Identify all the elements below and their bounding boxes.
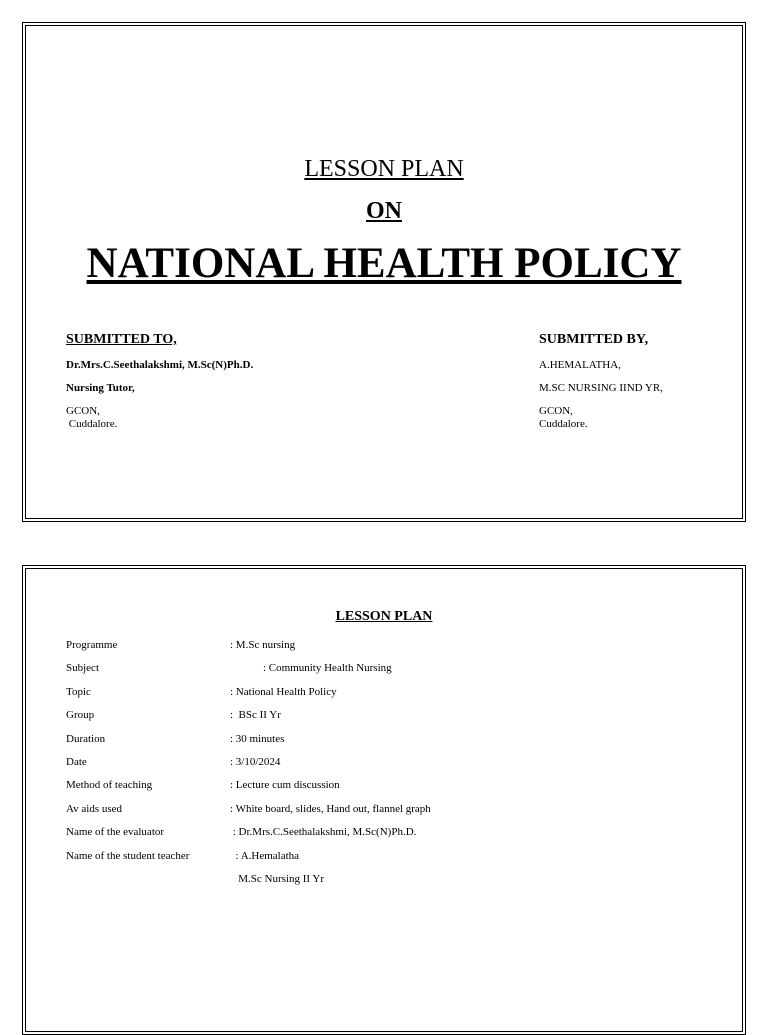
submitted-by-name: A.HEMALATHA, — [539, 359, 621, 371]
cover-page — [22, 22, 746, 522]
detail-label: Topic — [66, 685, 91, 698]
submitted-to-place: Cuddalore. — [66, 418, 118, 430]
submitted-by-block — [539, 332, 739, 431]
submitted-to-org: GCON, — [66, 405, 100, 417]
detail-label: Subject — [66, 662, 99, 675]
cover-title: LESSON PLAN — [304, 156, 464, 182]
detail-label: Name of the student teacher — [66, 849, 190, 862]
topic-title: NATIONAL HEALTH POLICY — [86, 240, 682, 287]
detail-label: Duration — [66, 732, 106, 745]
submitted-to-role: Nursing Tutor, — [66, 382, 135, 394]
detail-label: Av aids used — [66, 802, 123, 815]
submitted-by-place: Cuddalore. — [539, 418, 588, 430]
lesson-plan-title: LESSON PLAN — [335, 609, 433, 624]
detail-value: : M.Sc nursing — [230, 639, 296, 651]
detail-label: Group — [66, 709, 95, 722]
submitted-by-course: M.SC NURSING IIND YR, — [539, 382, 663, 394]
lesson-plan-page — [22, 565, 746, 1035]
detail-value: : 30 minutes — [230, 732, 285, 745]
detail-value: : BSc II Yr — [230, 709, 281, 722]
detail-value: : Lecture cum discussion — [230, 779, 340, 792]
submitted-to-block — [66, 332, 386, 431]
detail-label: Programme — [66, 639, 118, 651]
submitted-by-heading: SUBMITTED BY, — [539, 332, 649, 347]
detail-label: Method of teaching — [66, 779, 153, 792]
detail-value: : Community Health Nursing — [230, 662, 392, 675]
cover-on: ON — [366, 198, 402, 224]
detail-value: M.Sc Nursing II Yr — [230, 872, 324, 885]
detail-value: : A.Hemalatha — [230, 849, 300, 862]
submitted-to-name: Dr.Mrs.C.Seethalakshmi, M.Sc(N)Ph.D. — [66, 359, 254, 371]
detail-value: : Dr.Mrs.C.Seethalakshmi, M.Sc(N)Ph.D. — [230, 826, 417, 839]
detail-label: Date — [66, 755, 87, 768]
detail-label: Name of the evaluator — [66, 826, 165, 839]
detail-value: : 3/10/2024 — [230, 755, 281, 768]
submitted-to-heading: SUBMITTED TO, — [66, 332, 177, 347]
detail-value: : National Health Policy — [230, 685, 337, 698]
submitted-by-org: GCON, — [539, 405, 573, 417]
detail-value: : White board, slides, Hand out, flannel graph — [230, 802, 431, 815]
